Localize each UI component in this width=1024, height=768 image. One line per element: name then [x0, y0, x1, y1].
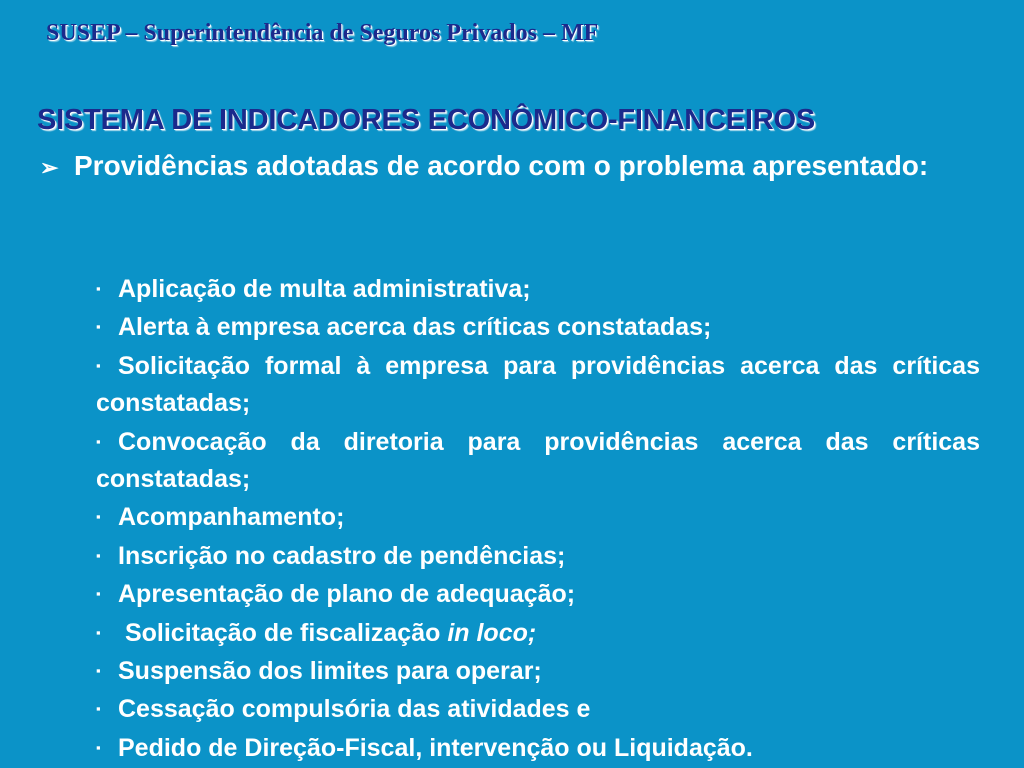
list-item	[96, 537, 980, 575]
square-bullet-icon: ▪	[96, 281, 101, 296]
arrow-bullet-icon: ➢	[40, 155, 59, 180]
list-item-text: Apresentação de plano de adequação;	[118, 580, 576, 609]
list-item	[96, 498, 980, 536]
list-item-text: Pedido de Direção-Fiscal, intervenção ou Liquidação.	[118, 733, 753, 762]
list-item	[96, 614, 980, 652]
list-item-text: Inscrição no cadastro de pendências;	[118, 541, 566, 570]
slide-header: SUSEP – Superintendência de Seguros Privados – MF	[46, 20, 599, 46]
list-item	[96, 347, 980, 423]
square-bullet-icon: ▪	[96, 663, 101, 679]
list-item	[96, 729, 980, 767]
list-item	[96, 575, 980, 613]
list-item-text: Cessação compulsória das atividades e	[118, 695, 591, 724]
list-item	[96, 652, 980, 690]
list-item	[96, 690, 980, 728]
list-item-text: Acompanhamento;	[118, 503, 345, 532]
list-item-text: Alerta à empresa acerca das críticas constatadas;	[118, 313, 712, 342]
list-item	[96, 270, 980, 308]
list-item-italic-text: in loco;	[447, 618, 537, 647]
list-item-text: Convocação da diretoria para providências acerca das críticas constatadas;	[96, 427, 980, 494]
list-item-text: Aplicação de multa administrativa;	[118, 275, 531, 303]
square-bullet-icon: ▪	[96, 701, 101, 717]
square-bullet-icon: ▪	[96, 433, 101, 449]
measures-list	[96, 270, 980, 767]
slide-title: SISTEMA DE INDICADORES ECONÔMICO-FINANCEIROS	[37, 104, 815, 136]
list-item-text: Solicitação de fiscalização	[124, 618, 441, 647]
square-bullet-icon: ▪	[96, 357, 101, 373]
list-item	[96, 423, 980, 499]
list-item	[96, 308, 980, 346]
list-item-text: Suspensão dos limites para operar;	[118, 657, 542, 686]
lead-paragraph	[40, 146, 980, 187]
square-bullet-icon: ▪	[96, 547, 101, 563]
square-bullet-icon: ▪	[96, 319, 101, 335]
square-bullet-icon: ▪	[96, 624, 101, 640]
list-item-text: Solicitação formal à empresa para providências acerca das críticas constatadas;	[96, 351, 980, 418]
lead-text: Providências adotadas de acordo com o problema apresentado:	[74, 150, 929, 181]
square-bullet-icon: ▪	[96, 739, 101, 755]
square-bullet-icon: ▪	[96, 586, 101, 602]
square-bullet-icon: ▪	[96, 509, 101, 525]
